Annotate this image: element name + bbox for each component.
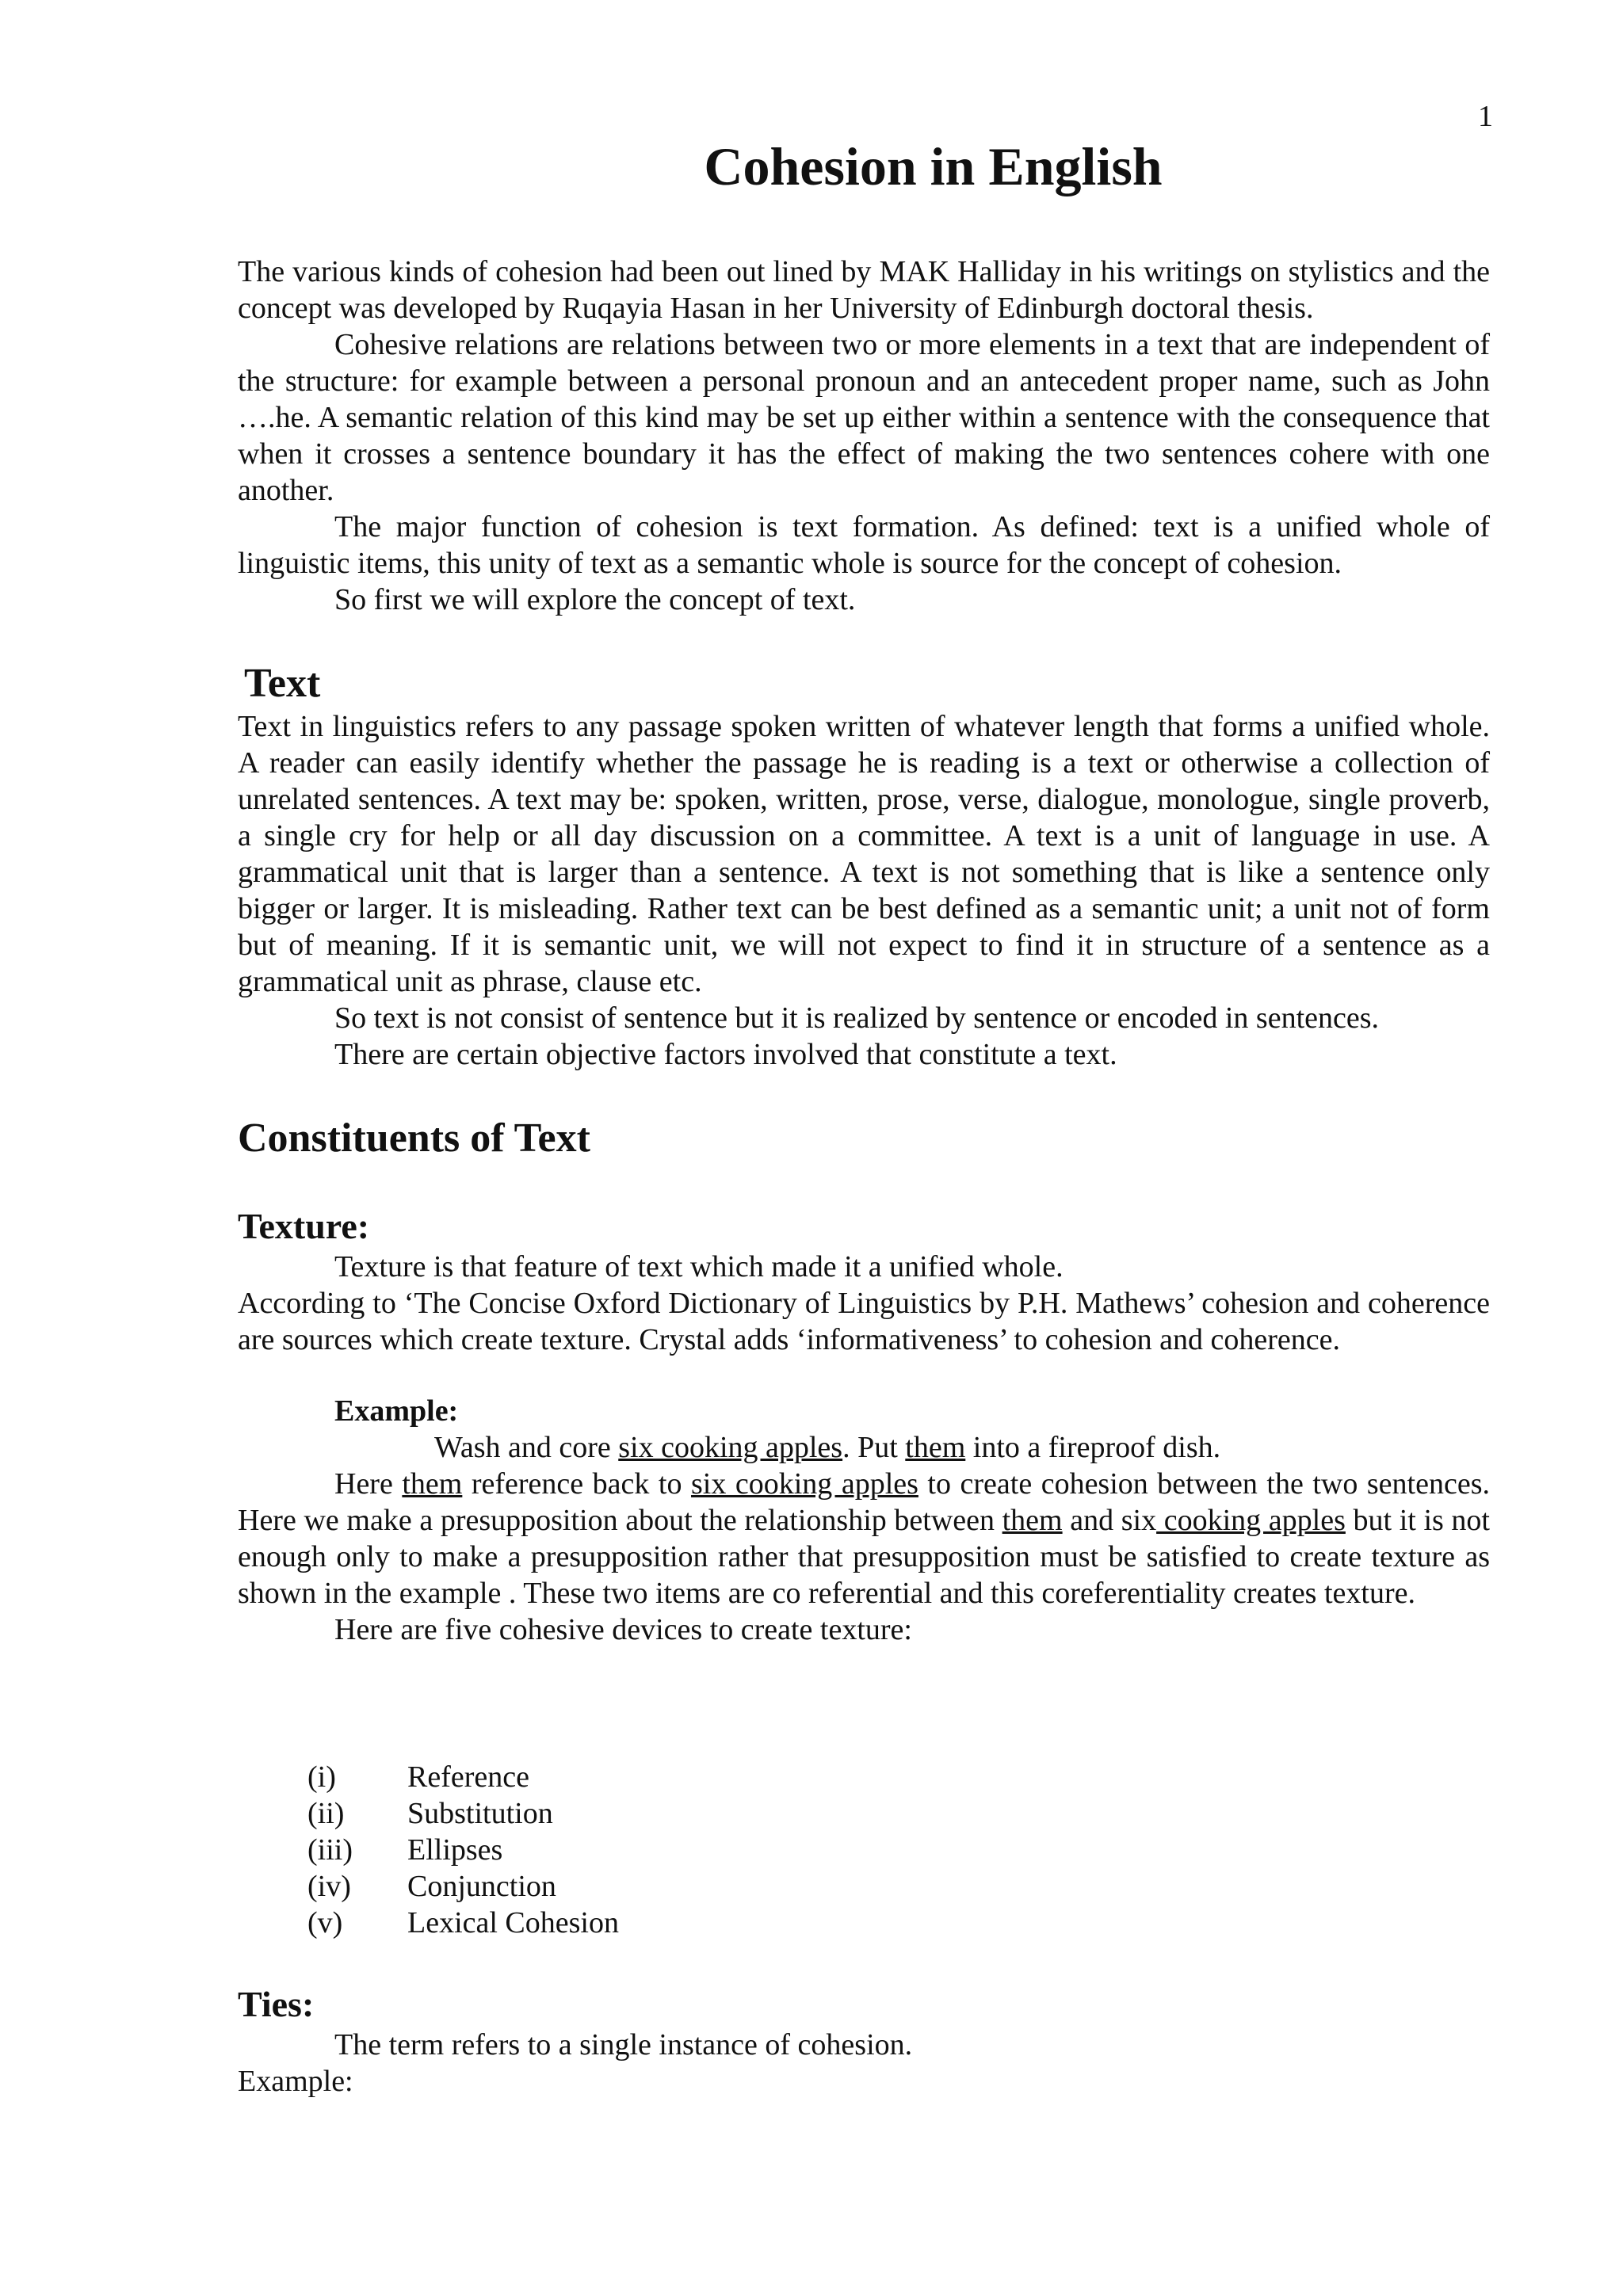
document-body [238,135,1490,2100]
ties-example-label: Example: [238,2065,353,2098]
heading-texture: Texture: [238,1206,370,1246]
list-item-number: (i) [307,1760,336,1794]
ties-paragraph: The term refers to a single instance of cohesion. [334,2028,913,2061]
example-sentence [238,1429,1490,1466]
list-item-label: Substitution [407,1797,553,1830]
list-item-label: Ellipses [407,1833,503,1867]
list-item-number: (iv) [307,1870,351,1903]
list-item-label: Conjunction [407,1870,556,1903]
heading-constituents: Constituents of Text [238,1116,590,1161]
example-text: into a fireproof dish. [965,1431,1221,1464]
list-item [307,1905,1490,1941]
intro-paragraph-4: So first we will explore the concept of text. [334,583,856,616]
underlined-pronoun: them [402,1467,463,1501]
list-item [307,1795,1490,1832]
underlined-phrase: six cooking apples [691,1467,918,1501]
intro-paragraph-1: The various kinds of cohesion had been out lined by MAK Halliday in his writings on stylistics and the concept was developed by Ruqayia Hasan in her University of Edinburgh doctoral thesis. [238,255,1490,325]
text-paragraph-1: Text in linguistics refers to any passage spoken written of whatever length that forms a unified whole. A reader can easily identify whether the passage he is reading is a text or otherwise a collection of unrelated sentences. A text may be: spoken, written, prose, verse, dialogue, monologue, single proverb, a single cry for help or all day discussion on a committee. A text is a unit of language in use. A grammatical unit that is larger than a sentence. A text is not something that is like a sentence only bigger or larger. It is misleading. Rather text can be best defined as a semantic unit; a unit not of form but of meaning. If it is semantic unit, we will not expect to find it in structure of a sentence as a grammatical unit as phrase, clause etc. [238,710,1490,998]
example-text: Wash and core [434,1431,619,1464]
explain-text: and six [1062,1504,1157,1537]
example-text: . Put [842,1431,906,1464]
underlined-phrase: six cooking apples [618,1431,843,1464]
example-label: Example: [334,1394,459,1428]
list-item-label: Lexical Cohesion [407,1906,619,1939]
cohesive-devices-list [238,1759,1490,1941]
intro-paragraph-3: The major function of cohesion is text formation. As defined: text is a unified whole of linguistic items, this unity of text as a semantic whole is source for the concept of cohesion. [238,510,1490,580]
devices-intro: Here are five cohesive devices to create texture: [334,1613,912,1646]
text-paragraph-3: There are certain objective factors involved that constitute a text. [334,1038,1117,1071]
document-title: Cohesion in English [704,136,1163,196]
heading-ties: Ties: [238,1984,315,2024]
list-item [307,1868,1490,1905]
list-item-number: (ii) [307,1797,345,1830]
heading-text: Text [244,661,321,706]
underlined-pronoun: them [905,1431,966,1464]
texture-paragraph-1: Texture is that feature of text which made it a unified whole. [334,1250,1064,1283]
page-number: 1 [1478,100,1493,133]
intro-paragraph-2: Cohesive relations are relations between two or more elements in a text that are independent of the structure: for example between a personal pronoun and an antecedent proper name, such as John ….he. A semantic relation of this kind may be set up either within a sentence with the consequence that when it crosses a sentence boundary it has the effect of making the two sentences cohere with one another. [238,328,1490,507]
underlined-phrase: cooking apples [1156,1504,1346,1537]
underlined-pronoun: them [1002,1504,1063,1537]
explain-text: but it is not enough only to make a presupposition rather that presupposition must be satisfied to create texture as shown in the example . These two items are co referential and this coreferentiality creates texture. [238,1504,1490,1610]
list-item [307,1832,1490,1868]
explanation-paragraph [238,1466,1490,1611]
text-paragraph-2: So text is not consist of sentence but it is realized by sentence or encoded in sentences. [334,1001,1380,1035]
texture-paragraph-2: According to ‘The Concise Oxford Dictionary of Linguistics by P.H. Mathews’ cohesion and coherence are sources which create texture. Crystal adds ‘informativeness’ to cohesion and coherence. [238,1287,1490,1356]
list-item-number: (iii) [307,1833,353,1867]
list-item [307,1759,1490,1795]
explain-text: reference back to [462,1467,692,1501]
explain-text: Here [334,1467,403,1501]
list-item-number: (v) [307,1906,343,1939]
explain-text: to create cohesion between the two sentences. Here we make a presupposition about the relationship between [238,1467,1490,1537]
list-item-label: Reference [407,1760,529,1794]
